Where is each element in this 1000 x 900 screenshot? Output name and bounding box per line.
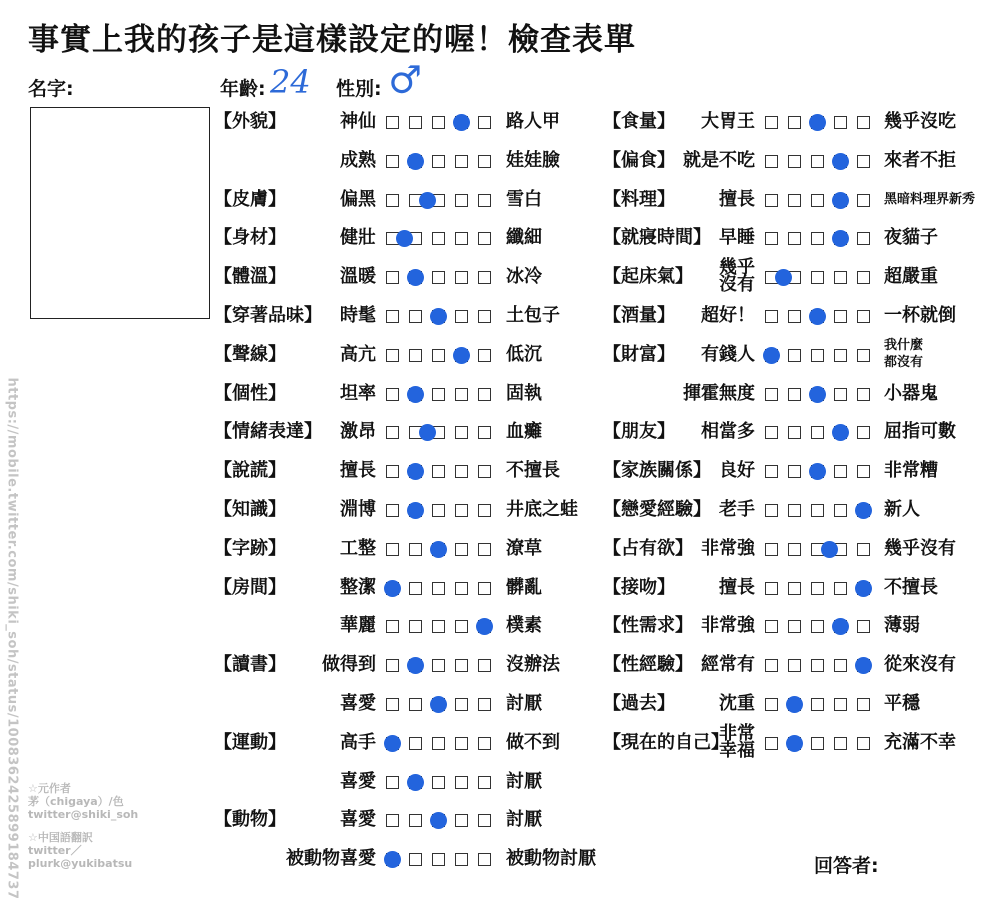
rating-checkbox[interactable]: [834, 698, 847, 711]
rating-checkbox[interactable]: [409, 737, 422, 750]
rating-checkbox[interactable]: [765, 659, 778, 672]
left_rows-left-label-6: 高亢: [340, 343, 376, 365]
rating-checkbox[interactable]: [478, 504, 491, 517]
left_rows-category-3: 【身材】: [214, 227, 286, 249]
left_rows-left-label-17: 喜愛: [340, 770, 376, 792]
rating-checkbox[interactable]: [788, 388, 801, 401]
rating-checkbox[interactable]: [432, 465, 445, 478]
selected-marker: [384, 580, 401, 597]
rating-checkbox[interactable]: [811, 194, 824, 207]
rating-checkbox[interactable]: [788, 426, 801, 439]
rating-checkbox[interactable]: [857, 116, 870, 129]
right_rows-right-label-16: 充滿不幸: [884, 731, 956, 753]
selected-marker: [809, 114, 826, 131]
left_rows-right-label-13: 樸素: [506, 615, 542, 637]
right_rows-right-label-13: 薄弱: [884, 615, 920, 637]
rating-checkbox[interactable]: [834, 582, 847, 595]
left_rows-category-18: 【動物】: [214, 809, 286, 831]
rating-checkbox[interactable]: [788, 659, 801, 672]
rating-checkbox[interactable]: [857, 388, 870, 401]
rating-checkbox[interactable]: [478, 776, 491, 789]
selected-marker: [430, 308, 447, 325]
rating-checkbox[interactable]: [409, 582, 422, 595]
rating-checkbox[interactable]: [765, 388, 778, 401]
age-label: 年齡:: [220, 78, 266, 100]
left_rows-right-label-10: 井底之蛙: [506, 499, 578, 520]
selected-marker: [453, 347, 470, 364]
rating-checkbox[interactable]: [409, 310, 422, 323]
left_rows-right-label-17: 討厭: [506, 770, 542, 792]
left_rows-right-label-12: 髒亂: [506, 576, 542, 598]
rating-checkbox[interactable]: [765, 737, 778, 750]
right_rows-category-2: 【料理】: [603, 188, 675, 210]
rating-checkbox[interactable]: [788, 232, 801, 245]
rating-checkbox[interactable]: [811, 155, 824, 168]
right_rows-left-label-10: 老手: [719, 499, 755, 520]
left_rows-left-label-5: 時髦: [340, 305, 376, 326]
rating-checkbox[interactable]: [455, 388, 468, 401]
rating-checkbox[interactable]: [857, 310, 870, 323]
left_rows-right-label-14: 沒辦法: [506, 654, 560, 676]
rating-checkbox[interactable]: [478, 232, 491, 245]
rating-checkbox[interactable]: [478, 426, 491, 439]
left_rows-left-label-0: 神仙: [340, 111, 376, 132]
selected-marker: [384, 735, 401, 752]
rating-checkbox[interactable]: [386, 310, 399, 323]
left_rows-left-label-11: 工整: [340, 537, 376, 559]
selected-marker: [407, 774, 424, 791]
rating-checkbox[interactable]: [765, 194, 778, 207]
right_rows-left-label-4: 幾乎 沒有: [719, 257, 755, 296]
right_rows-left-label-3: 早睡: [719, 227, 755, 249]
rating-checkbox[interactable]: [432, 116, 445, 129]
credit-original-label: ☆元作者: [28, 782, 71, 795]
right_rows-left-label-16: 非常 幸福: [719, 722, 755, 761]
right_rows-category-14: 【性經驗】: [603, 654, 693, 676]
rating-checkbox[interactable]: [811, 504, 824, 517]
left_rows-right-label-1: 娃娃臉: [506, 149, 560, 171]
right_rows-right-label-10: 新人: [884, 499, 920, 520]
rating-checkbox[interactable]: [455, 853, 468, 866]
right_rows-category-8: 【朋友】: [603, 421, 675, 443]
rating-checkbox[interactable]: [788, 194, 801, 207]
rating-checkbox[interactable]: [834, 659, 847, 672]
selected-marker: [832, 153, 849, 170]
rating-checkbox[interactable]: [834, 465, 847, 478]
rating-checkbox[interactable]: [857, 465, 870, 478]
rating-checkbox[interactable]: [432, 853, 445, 866]
rating-checkbox[interactable]: [478, 465, 491, 478]
rating-checkbox[interactable]: [811, 271, 824, 284]
left_rows-category-11: 【字跡】: [214, 537, 286, 559]
right_rows-right-label-6: 我什麼 都沒有: [884, 337, 924, 370]
right_rows-left-label-9: 良好: [719, 460, 755, 482]
rating-checkbox[interactable]: [386, 698, 399, 711]
rating-checkbox[interactable]: [409, 814, 422, 827]
left_rows-right-label-18: 討厭: [506, 809, 542, 831]
rating-checkbox[interactable]: [386, 659, 399, 672]
selected-marker: [855, 580, 872, 597]
rating-checkbox[interactable]: [788, 155, 801, 168]
right_rows-left-label-14: 經常有: [701, 654, 755, 676]
left_rows-left-label-4: 溫暖: [340, 266, 376, 288]
rating-checkbox[interactable]: [455, 504, 468, 517]
right_rows-right-label-0: 幾乎沒吃: [884, 111, 956, 132]
selected-marker: [407, 502, 424, 519]
left_rows-category-2: 【皮膚】: [214, 188, 286, 210]
left_rows-right-label-11: 潦草: [506, 537, 542, 559]
right_rows-category-3: 【就寢時間】: [603, 227, 711, 249]
right_rows-category-5: 【酒量】: [603, 305, 675, 326]
rating-checkbox[interactable]: [455, 543, 468, 556]
rating-checkbox[interactable]: [765, 232, 778, 245]
selected-marker: [786, 696, 803, 713]
rating-checkbox[interactable]: [788, 349, 801, 362]
selected-marker: [775, 269, 792, 286]
left_rows-category-6: 【聲線】: [214, 343, 286, 365]
rating-checkbox[interactable]: [788, 310, 801, 323]
rating-checkbox[interactable]: [386, 388, 399, 401]
rating-checkbox[interactable]: [857, 194, 870, 207]
rating-checkbox[interactable]: [811, 582, 824, 595]
right_rows-left-label-7: 揮霍無度: [683, 382, 755, 404]
rating-checkbox[interactable]: [455, 698, 468, 711]
right_rows-left-label-0: 大胃王: [701, 111, 755, 132]
rating-checkbox[interactable]: [455, 776, 468, 789]
left_rows-right-label-4: 冰冷: [506, 266, 542, 288]
left_rows-category-16: 【運動】: [214, 731, 286, 753]
rating-checkbox[interactable]: [409, 543, 422, 556]
rating-checkbox[interactable]: [834, 271, 847, 284]
rating-checkbox[interactable]: [455, 271, 468, 284]
rating-checkbox[interactable]: [409, 116, 422, 129]
selected-marker: [809, 308, 826, 325]
rating-checkbox[interactable]: [455, 814, 468, 827]
rating-checkbox[interactable]: [811, 232, 824, 245]
rating-checkbox[interactable]: [386, 620, 399, 633]
age-value[interactable]: 24: [270, 63, 311, 101]
left_rows-right-label-8: 血癱: [506, 421, 542, 443]
selected-marker: [396, 230, 413, 247]
rating-checkbox[interactable]: [455, 659, 468, 672]
rating-checkbox[interactable]: [432, 776, 445, 789]
left_rows-left-label-15: 喜愛: [340, 693, 376, 714]
gender-label: 性別:: [336, 78, 382, 100]
right_rows-category-11: 【占有欲】: [603, 537, 693, 559]
right_rows-left-label-5: 超好！: [701, 305, 755, 326]
left_rows-left-label-13: 華麗: [340, 615, 376, 637]
left_rows-right-label-3: 纖細: [506, 227, 542, 249]
rating-checkbox[interactable]: [834, 504, 847, 517]
credit-original-name: 茅（chigaya）/色: [28, 795, 124, 808]
rating-checkbox[interactable]: [455, 194, 468, 207]
right_rows-left-label-13: 非常強: [701, 615, 755, 637]
rating-checkbox[interactable]: [478, 543, 491, 556]
credit-original-twitter: twitter@shiki_soh: [28, 808, 139, 821]
rating-checkbox[interactable]: [432, 388, 445, 401]
right_rows-right-label-8: 屈指可數: [884, 421, 956, 443]
rating-checkbox[interactable]: [788, 504, 801, 517]
right_rows-left-label-8: 相當多: [701, 421, 755, 443]
rating-checkbox[interactable]: [432, 271, 445, 284]
rating-checkbox[interactable]: [857, 698, 870, 711]
rating-checkbox[interactable]: [765, 426, 778, 439]
rating-checkbox[interactable]: [478, 271, 491, 284]
left_rows-category-10: 【知識】: [214, 499, 286, 520]
rating-checkbox[interactable]: [834, 349, 847, 362]
left_rows-left-label-9: 擅長: [340, 460, 376, 482]
left_rows-right-label-16: 做不到: [506, 731, 560, 753]
rating-checkbox[interactable]: [857, 620, 870, 633]
rating-checkbox[interactable]: [386, 116, 399, 129]
rating-checkbox[interactable]: [788, 116, 801, 129]
rating-checkbox[interactable]: [432, 620, 445, 633]
credit-translate-plurk: plurk@yukibatsu: [28, 857, 133, 870]
rating-checkbox[interactable]: [386, 465, 399, 478]
rating-checkbox[interactable]: [834, 388, 847, 401]
left_rows-right-label-2: 雪白: [506, 188, 542, 210]
photo-box[interactable]: [30, 107, 210, 319]
right_rows-right-label-1: 來者不拒: [884, 149, 956, 171]
rating-checkbox[interactable]: [386, 426, 399, 439]
right_rows-category-4: 【起床氣】: [603, 266, 693, 288]
selected-marker: [430, 541, 447, 558]
rating-checkbox[interactable]: [432, 582, 445, 595]
left_rows-category-12: 【房間】: [214, 576, 286, 598]
rating-checkbox[interactable]: [409, 853, 422, 866]
rating-checkbox[interactable]: [811, 659, 824, 672]
rating-checkbox[interactable]: [765, 116, 778, 129]
left_rows-left-label-7: 坦率: [340, 382, 376, 404]
rating-checkbox[interactable]: [765, 504, 778, 517]
left_rows-category-8: 【情緒表達】: [214, 421, 322, 443]
rating-checkbox[interactable]: [386, 776, 399, 789]
left_rows-left-label-14: 做得到: [322, 654, 376, 676]
rating-checkbox[interactable]: [478, 310, 491, 323]
right_rows-category-15: 【過去】: [603, 693, 675, 714]
right_rows-right-label-11: 幾乎沒有: [884, 537, 956, 559]
rating-checkbox[interactable]: [478, 737, 491, 750]
left_rows-right-label-6: 低沉: [506, 343, 542, 365]
page-title: 事實上我的孩子是這樣設定的喔！檢查表單: [28, 22, 636, 58]
selected-marker: [419, 424, 436, 441]
rating-checkbox[interactable]: [386, 271, 399, 284]
rating-checkbox[interactable]: [834, 310, 847, 323]
right_rows-right-label-12: 不擅長: [884, 576, 938, 598]
right_rows-right-label-15: 平穩: [884, 693, 920, 714]
left_rows-category-9: 【說謊】: [214, 460, 286, 482]
rating-checkbox[interactable]: [765, 465, 778, 478]
rating-checkbox[interactable]: [478, 853, 491, 866]
selected-marker: [407, 386, 424, 403]
rating-checkbox[interactable]: [765, 543, 778, 556]
rating-checkbox[interactable]: [788, 465, 801, 478]
rating-checkbox[interactable]: [765, 310, 778, 323]
credit-translate-label: ☆中国語翻訳: [28, 831, 93, 844]
rating-checkbox[interactable]: [409, 620, 422, 633]
rating-checkbox[interactable]: [386, 349, 399, 362]
rating-checkbox[interactable]: [455, 426, 468, 439]
credit-translate-twitter: twitter／: [28, 844, 82, 857]
left_rows-right-label-19: 被動物討厭: [506, 848, 596, 870]
right_rows-category-10: 【戀愛經驗】: [603, 499, 711, 520]
rating-checkbox[interactable]: [432, 737, 445, 750]
rating-checkbox[interactable]: [857, 155, 870, 168]
selected-marker: [855, 502, 872, 519]
right_rows-category-0: 【食量】: [603, 111, 675, 132]
right_rows-right-label-2: 黑暗料理界新秀: [884, 191, 976, 207]
rating-checkbox[interactable]: [765, 698, 778, 711]
rating-checkbox[interactable]: [386, 155, 399, 168]
left_rows-left-label-2: 偏黑: [340, 188, 376, 210]
rating-checkbox[interactable]: [857, 271, 870, 284]
rating-checkbox[interactable]: [811, 737, 824, 750]
selected-marker: [419, 192, 436, 209]
right_rows-right-label-14: 從來沒有: [884, 654, 956, 676]
rating-checkbox[interactable]: [455, 310, 468, 323]
left_rows-left-label-19: 被動物喜愛: [286, 848, 376, 870]
selected-marker: [453, 114, 470, 131]
left_rows-category-14: 【讀書】: [214, 654, 286, 676]
selected-marker: [809, 386, 826, 403]
right_rows-right-label-7: 小器鬼: [884, 382, 938, 404]
left_rows-right-label-5: 土包子: [506, 305, 560, 326]
rating-checkbox[interactable]: [857, 349, 870, 362]
right_rows-left-label-1: 就是不吃: [683, 149, 755, 171]
left_rows-category-5: 【穿著品味】: [214, 305, 322, 326]
left_rows-category-0: 【外貌】: [214, 111, 286, 132]
rating-checkbox[interactable]: [857, 543, 870, 556]
rating-checkbox[interactable]: [788, 620, 801, 633]
watermark-url: https://mobile.twitter.com/shiki_soh/status/1008362425899184737: [4, 377, 20, 900]
rating-checkbox[interactable]: [478, 698, 491, 711]
left_rows-left-label-8: 激昂: [340, 421, 376, 443]
rating-checkbox[interactable]: [478, 194, 491, 207]
rating-checkbox[interactable]: [386, 504, 399, 517]
left_rows-category-4: 【體溫】: [214, 266, 286, 288]
left_rows-left-label-10: 淵博: [340, 499, 376, 520]
rating-checkbox[interactable]: [834, 116, 847, 129]
right_rows-right-label-5: 一杯就倒: [884, 305, 956, 326]
rating-checkbox[interactable]: [857, 737, 870, 750]
right_rows-right-label-3: 夜貓子: [884, 227, 938, 249]
rating-checkbox[interactable]: [455, 737, 468, 750]
right_rows-left-label-12: 擅長: [719, 576, 755, 598]
left_rows-left-label-1: 成熟: [340, 149, 376, 171]
right_rows-category-12: 【接吻】: [603, 576, 675, 598]
rating-checkbox[interactable]: [455, 582, 468, 595]
rating-checkbox[interactable]: [765, 620, 778, 633]
selected-marker: [832, 192, 849, 209]
selected-marker: [407, 153, 424, 170]
rating-checkbox[interactable]: [834, 737, 847, 750]
rating-checkbox[interactable]: [432, 232, 445, 245]
right_rows-right-label-9: 非常糟: [884, 460, 938, 482]
rating-checkbox[interactable]: [409, 698, 422, 711]
right_rows-right-label-4: 超嚴重: [884, 266, 938, 288]
rating-checkbox[interactable]: [386, 814, 399, 827]
rating-checkbox[interactable]: [432, 504, 445, 517]
right_rows-category-9: 【家族關係】: [603, 460, 711, 482]
rating-checkbox[interactable]: [432, 659, 445, 672]
rating-checkbox[interactable]: [455, 620, 468, 633]
rating-checkbox[interactable]: [811, 698, 824, 711]
right_rows-left-label-15: 沈重: [719, 693, 755, 714]
rating-checkbox[interactable]: [478, 349, 491, 362]
rating-checkbox[interactable]: [478, 659, 491, 672]
selected-marker: [786, 735, 803, 752]
right_rows-category-16: 【現在的自己】: [603, 731, 729, 753]
rating-checkbox[interactable]: [765, 155, 778, 168]
rating-checkbox[interactable]: [478, 388, 491, 401]
rating-checkbox[interactable]: [478, 582, 491, 595]
left_rows-right-label-0: 路人甲: [506, 111, 560, 132]
name-label: 名字:: [28, 78, 74, 100]
left_rows-left-label-3: 健壯: [340, 227, 376, 249]
right_rows-left-label-11: 非常強: [701, 537, 755, 559]
rating-checkbox[interactable]: [788, 582, 801, 595]
right_rows-left-label-2: 擅長: [719, 188, 755, 210]
rating-checkbox[interactable]: [765, 582, 778, 595]
rating-checkbox[interactable]: [455, 155, 468, 168]
respondent-label: 回答者:: [814, 855, 879, 877]
rating-checkbox[interactable]: [478, 155, 491, 168]
right_rows-category-6: 【財富】: [603, 343, 675, 365]
left_rows-left-label-12: 整潔: [340, 576, 376, 598]
gender-value[interactable]: ♂: [388, 58, 423, 102]
left_rows-right-label-7: 固執: [506, 382, 542, 404]
selected-marker: [763, 347, 780, 364]
rating-checkbox[interactable]: [811, 426, 824, 439]
rating-checkbox[interactable]: [455, 465, 468, 478]
left_rows-right-label-9: 不擅長: [506, 460, 560, 482]
left_rows-left-label-16: 高手: [340, 731, 376, 753]
rating-checkbox[interactable]: [386, 194, 399, 207]
left_rows-left-label-18: 喜愛: [340, 809, 376, 831]
right_rows-category-1: 【偏食】: [603, 149, 675, 171]
rating-checkbox[interactable]: [857, 426, 870, 439]
rating-checkbox[interactable]: [857, 232, 870, 245]
selected-marker: [821, 541, 838, 558]
right_rows-category-13: 【性需求】: [603, 615, 693, 637]
rating-checkbox[interactable]: [432, 155, 445, 168]
rating-checkbox[interactable]: [788, 543, 801, 556]
rating-checkbox[interactable]: [455, 232, 468, 245]
left_rows-right-label-15: 討厭: [506, 693, 542, 714]
rating-checkbox[interactable]: [478, 116, 491, 129]
rating-checkbox[interactable]: [409, 349, 422, 362]
left_rows-category-7: 【個性】: [214, 382, 286, 404]
rating-checkbox[interactable]: [386, 543, 399, 556]
rating-checkbox[interactable]: [478, 814, 491, 827]
rating-checkbox[interactable]: [811, 349, 824, 362]
selected-marker: [430, 696, 447, 713]
rating-checkbox[interactable]: [811, 620, 824, 633]
rating-checkbox[interactable]: [432, 349, 445, 362]
right_rows-left-label-6: 有錢人: [701, 343, 755, 365]
